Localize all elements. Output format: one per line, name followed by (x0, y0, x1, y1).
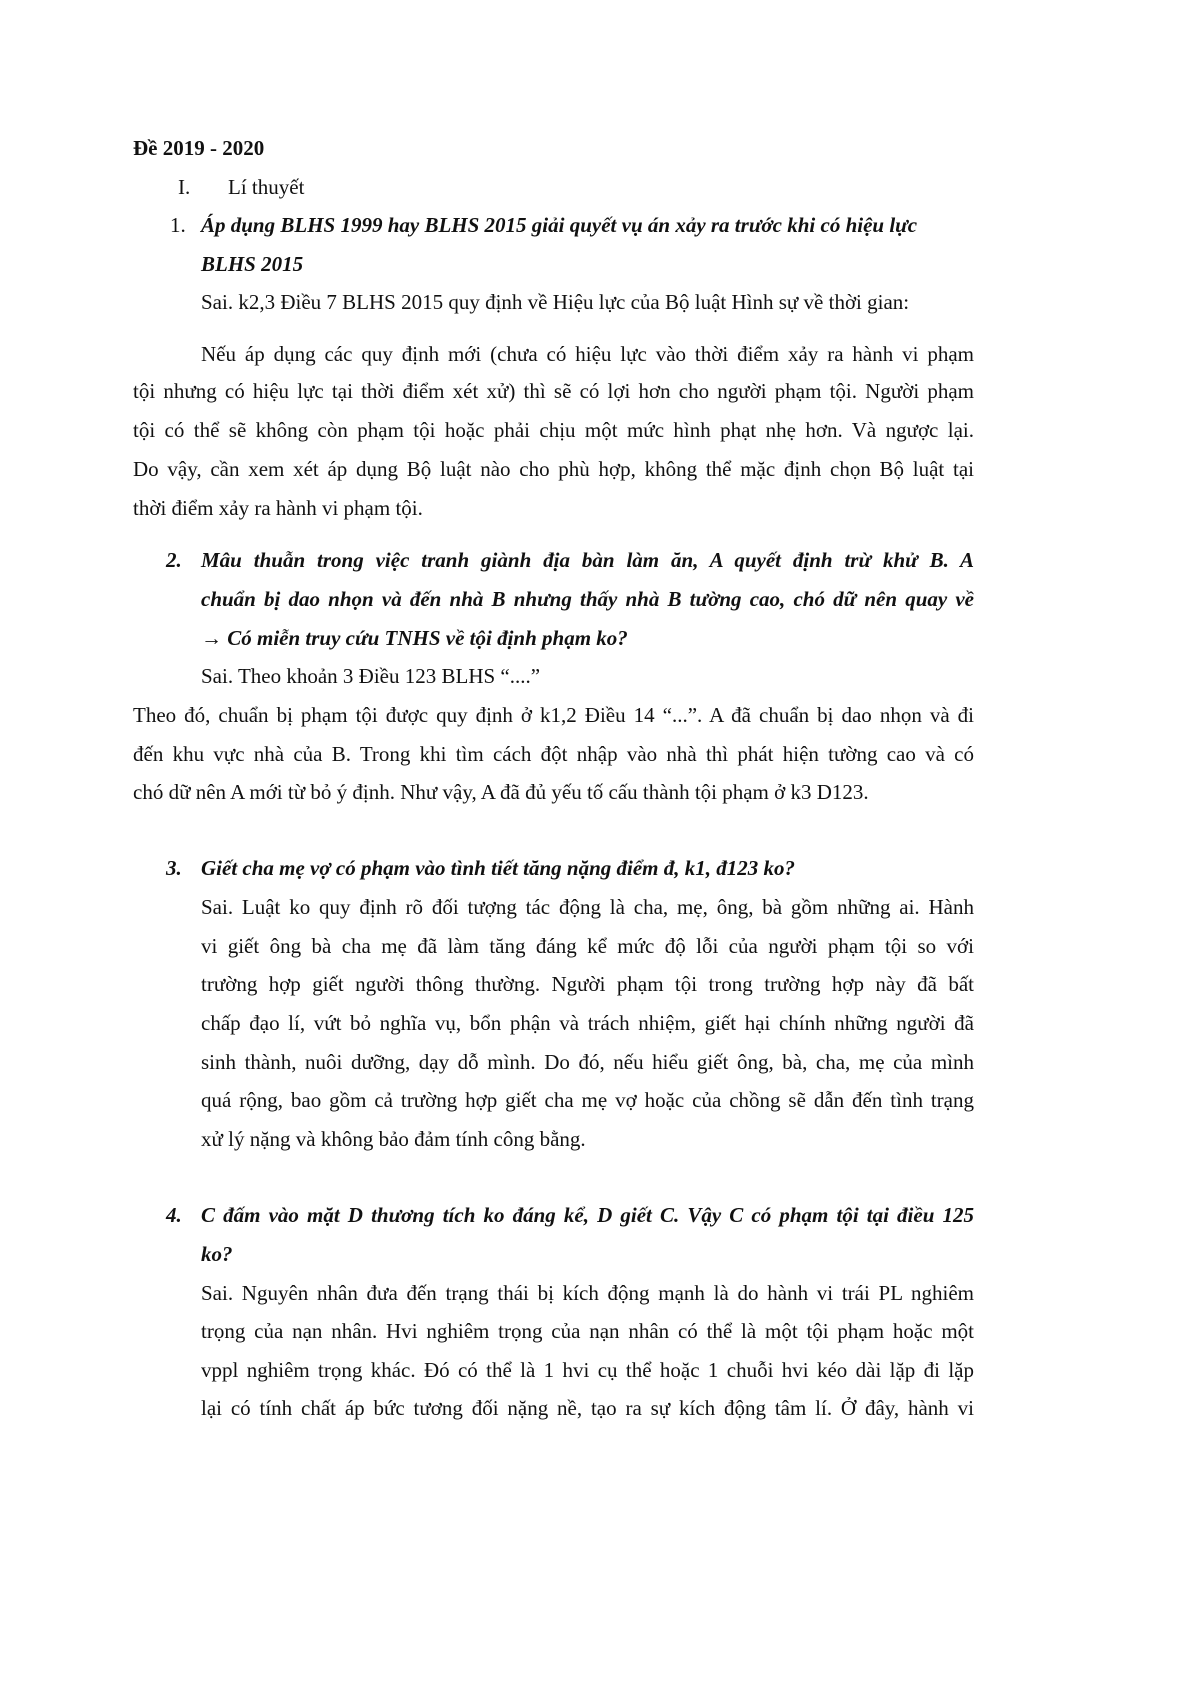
question-2-paragraph-line-3: chó dữ nên A mới từ bỏ ý định. Như vậy, A đã đủ yếu tố cấu thành tội phạm ở k3 D123. (133, 780, 869, 804)
question-1-paragraph-line-1: Nếu áp dụng các quy định mới (chưa có hiệu lực vào thời điểm xảy ra hành vi phạm (201, 342, 974, 366)
question-1-paragraph-line-5: thời điểm xảy ra hành vi phạm tội. (133, 496, 423, 520)
question-3-answer-line-6: quá rộng, bao gồm cả trường hợp giết cha mẹ vợ hoặc của chồng sẽ dẫn đến tình trạng (201, 1088, 974, 1112)
question-4-answer-line-4: lại có tính chất áp bức tương đối nặng nề, tạo ra sự kích động tâm lí. Ở đây, hành vi (201, 1396, 974, 1420)
question-2-paragraph-line-2: đến khu vực nhà của B. Trong khi tìm cách đột nhập vào nhà thì phát hiện tường cao và có (133, 742, 974, 766)
question-4-answer-line-3: vppl nghiêm trọng khác. Đó có thể là 1 hvi cụ thể hoặc 1 chuỗi hvi kéo dài lặp đi lặp (201, 1358, 974, 1382)
question-1-line-2: BLHS 2015 (201, 252, 304, 276)
question-3-number: 3. (166, 856, 182, 880)
question-2-paragraph-line-1: Theo đó, chuẩn bị phạm tội được quy định ở k1,2 Điều 14 “...”. A đã chuẩn bị dao nhọn và đi (133, 703, 974, 727)
question-3-line-1: Giết cha mẹ vợ có phạm vào tình tiết tăng nặng điểm đ, k1, đ123 ko? (201, 856, 796, 880)
question-4-line-2: ko? (201, 1242, 233, 1266)
question-3-answer-line-5: sinh thành, nuôi dưỡng, dạy dỗ mình. Do đó, nếu hiểu giết ông, bà, cha, mẹ của mình (201, 1050, 974, 1074)
question-3-answer-line-7: xử lý nặng và không bảo đảm tính công bằng. (201, 1127, 586, 1151)
question-1-number: 1. (170, 213, 186, 237)
question-2-line-3: → Có miễn truy cứu TNHS về tội định phạm ko? (201, 626, 628, 650)
question-3-answer-line-3: trường hợp giết người thông thường. Người phạm tội trong trường hợp này đã bất (201, 972, 974, 996)
question-4-answer-line-2: trọng của nạn nhân. Hvi nghiêm trọng của nạn nhân có thể là một tội phạm hoặc một (201, 1319, 974, 1343)
question-2-answer-line-1: Sai. Theo khoản 3 Điều 123 BLHS “....” (201, 664, 541, 688)
question-2-line-1: Mâu thuẫn trong việc tranh giành địa bàn làm ăn, A quyết định trừ khử B. A (201, 548, 974, 572)
question-2-number: 2. (166, 548, 182, 572)
question-1-paragraph-line-4: Do vậy, cần xem xét áp dụng Bộ luật nào cho phù hợp, không thể mặc định chọn Bộ luật tại (133, 457, 974, 481)
question-1-paragraph-line-3: tội có thể sẽ không còn phạm tội hoặc phải chịu một mức hình phạt nhẹ hơn. Và ngược lại. (133, 418, 974, 442)
section-numeral: I. (178, 175, 191, 199)
question-1-paragraph-line-2: tội nhưng có hiệu lực tại thời điểm xét xử) thì sẽ có lợi hơn cho người phạm tội. Người phạm (133, 379, 974, 403)
question-3-answer-line-2: vi giết ông bà cha mẹ đã làm tăng đáng kể mức độ lỗi của người phạm tội so với (201, 934, 974, 958)
question-1-line-1: Áp dụng BLHS 1999 hay BLHS 2015 giải quyết vụ án xảy ra trước khi có hiệu lực (201, 213, 918, 237)
question-4-number: 4. (166, 1203, 182, 1227)
question-3-answer-line-1: Sai. Luật ko quy định rõ đối tượng tác động là cha, mẹ, ông, bà gồm những ai. Hành (201, 895, 974, 919)
section-label: Lí thuyết (228, 175, 305, 199)
question-1-answer-line-1: Sai. k2,3 Điều 7 BLHS 2015 quy định về Hiệu lực của Bộ luật Hình sự về thời gian: (201, 290, 910, 314)
question-4-answer-line-1: Sai. Nguyên nhân đưa đến trạng thái bị kích động mạnh là do hành vi trái PL nghiêm (201, 1281, 974, 1305)
question-3-answer-line-4: chấp đạo lí, vứt bỏ nghĩa vụ, bổn phận và trách nhiệm, giết hại chính những người đã (201, 1011, 974, 1035)
document-title: Đề 2019 - 2020 (133, 136, 265, 160)
question-4-line-1: C đấm vào mặt D thương tích ko đáng kể, D giết C. Vậy C có phạm tội tại điều 125 (201, 1203, 974, 1227)
question-2-line-2: chuẩn bị dao nhọn và đến nhà B nhưng thấy nhà B tường cao, chó dữ nên quay về (201, 587, 974, 611)
